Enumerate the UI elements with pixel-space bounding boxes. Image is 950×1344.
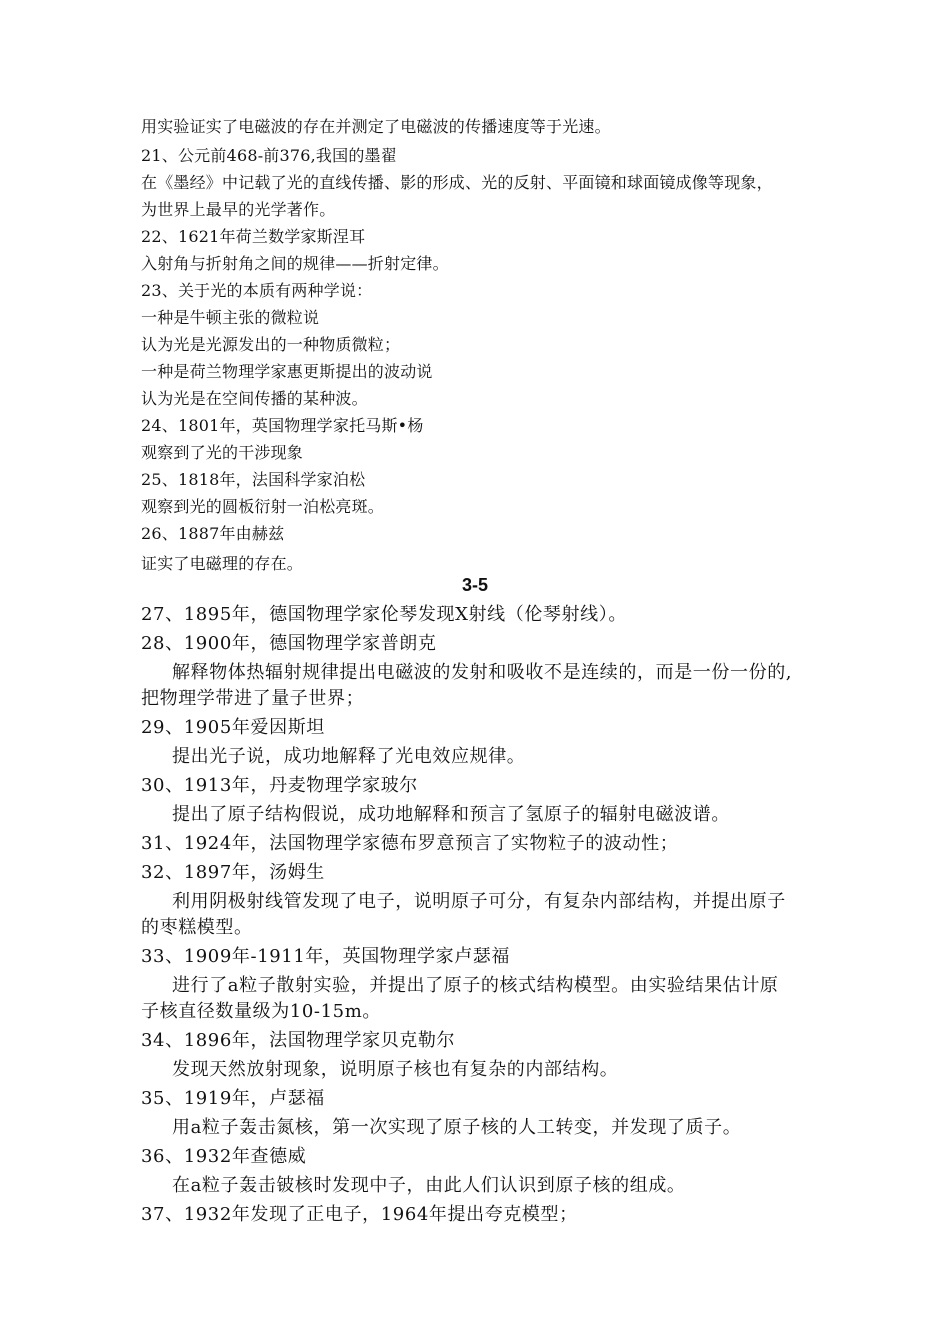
text-line: 用a粒子轰击氮核，第一次实现了原子核的人工转变，并发现了质子。 [172, 1117, 742, 1138]
text-line: 为世界上最早的光学著作。 [141, 200, 336, 219]
text-line: 23、关于光的本质有两种学说： [141, 281, 373, 300]
text-line: 28、1900年，德国物理学家普朗克 [141, 633, 437, 654]
text-line: 入射角与折射角之间的规律——折射定律。 [141, 254, 449, 273]
text-line: 子核直径数量级为10-15m。 [141, 1001, 381, 1022]
text-line: 用实验证实了电磁波的存在并测定了电磁波的传播速度等于光速。 [141, 117, 611, 136]
text-line: 提出光子说，成功地解释了光电效应规律。 [172, 746, 526, 767]
text-line: 观察到光的圆板衍射一泊松亮斑。 [141, 497, 385, 516]
text-line: 26、1887年由赫兹 [141, 524, 285, 543]
text-line: 的枣糕模型。 [141, 917, 253, 938]
section-title: 3-5 [461, 575, 488, 595]
text-line: 24、1801年，英国物理学家托马斯•杨 [141, 416, 424, 435]
text-line: 解释物体热辐射规律提出电磁波的发射和吸收不是连续的，而是一份一份的, [172, 662, 793, 683]
text-line: 发现天然放射现象，说明原子核也有复杂的内部结构。 [172, 1059, 619, 1080]
text-line: 36、1932年查德威 [141, 1146, 307, 1167]
text-line: 33、1909年-1911年，英国物理学家卢瑟福 [141, 946, 511, 967]
text-line: 37、1932年发现了正电子，1964年提出夸克模型； [141, 1204, 578, 1225]
text-line: 22、1621年荷兰数学家斯涅耳 [141, 227, 366, 246]
text-line: 认为光是光源发出的一种物质微粒； [141, 335, 401, 354]
text-line: 提出了原子结构假说，成功地解释和预言了氢原子的辐射电磁波谱。 [172, 804, 730, 825]
text-line: 一种是牛顿主张的微粒说 [141, 308, 320, 327]
text-line: 31、1924年，法国物理学家德布罗意预言了实物粒子的波动性； [141, 833, 679, 854]
text-line: 利用阴极射线管发现了电子，说明原子可分，有复杂内部结构，并提出原子 [172, 891, 786, 912]
text-line: 证实了电磁理的存在。 [141, 554, 304, 573]
text-line: 34、1896年，法国物理学家贝克勒尔 [141, 1030, 456, 1051]
text-line: 32、1897年，汤姆生 [141, 862, 325, 883]
text-line: 一种是荷兰物理学家惠更斯提出的波动说 [141, 362, 433, 381]
text-line: 27、1895年，德国物理学家伦琴发现X射线（伦琴射线）。 [141, 604, 627, 625]
text-line: 29、1905年爱因斯坦 [141, 717, 325, 738]
text-line: 观察到了光的干涉现象 [141, 443, 304, 462]
text-line: 把物理学带进了量子世界； [141, 688, 365, 709]
text-line: 在a粒子轰击铍核时发现中子，由此人们认识到原子核的组成。 [172, 1175, 686, 1196]
text-line: 21、公元前468-前376,我国的墨翟 [141, 146, 397, 165]
text-line: 30、1913年，丹麦物理学家玻尔 [141, 775, 418, 796]
text-line: 进行了a粒子散射实验，并提出了原子的核式结构模型。由实验结果估计原 [172, 975, 779, 996]
text-line: 认为光是在空间传播的某种波。 [141, 389, 368, 408]
text-line: 在《墨经》中记载了光的直线传播、影的形成、光的反射、平面镜和球面镜成像等现象， [141, 173, 773, 192]
text-line: 35、1919年，卢瑟福 [141, 1088, 325, 1109]
text-line: 25、1818年，法国科学家泊松 [141, 470, 366, 489]
